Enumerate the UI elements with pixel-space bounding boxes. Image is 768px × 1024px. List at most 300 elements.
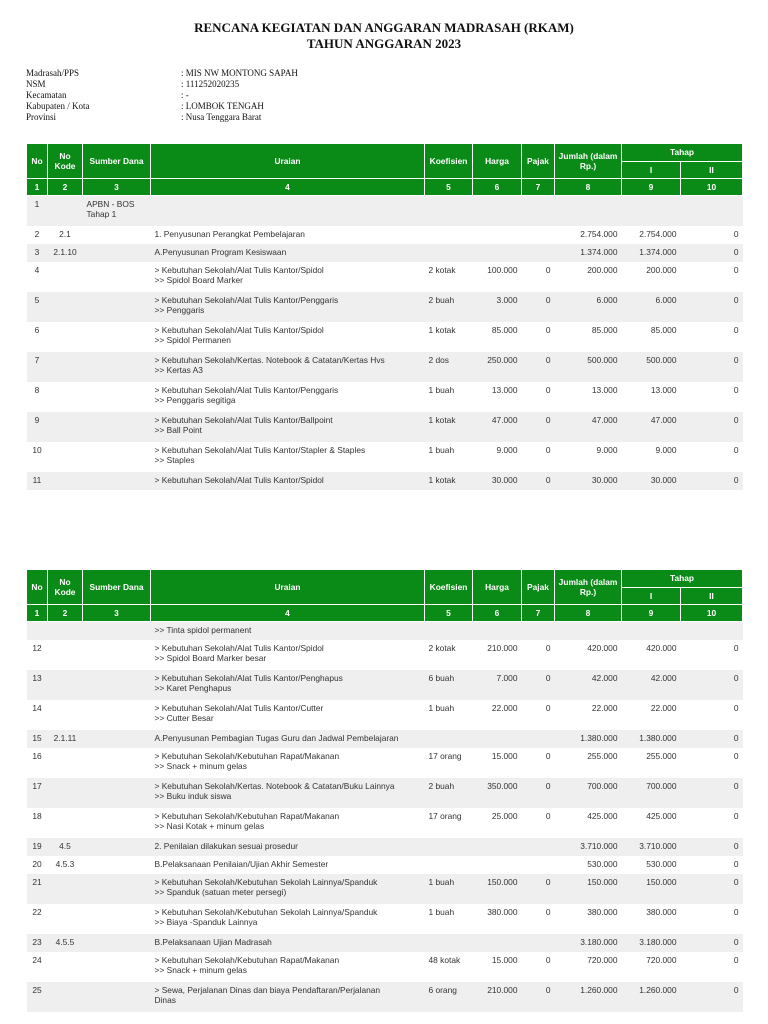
header-tahap-1: I — [622, 587, 681, 605]
row-pajak: 0 — [522, 352, 555, 382]
table-row — [27, 292, 743, 322]
column-number: 4 — [151, 605, 425, 622]
row-jumlah: 42.000 — [555, 670, 622, 700]
row-uraian: > Kebutuhan Sekolah/Alat Tulis Kantor/Spidol — [151, 472, 425, 490]
row-sumber-dana: APBN - BOS Tahap 1 — [83, 196, 151, 226]
row-pajak — [522, 730, 555, 748]
column-number: 6 — [473, 605, 522, 622]
row-uraian: > Kebutuhan Sekolah/Alat Tulis Kantor/Penggaris >> Penggaris segitiga — [151, 382, 425, 412]
info-row: Kabupaten / Kota : LOMBOK TENGAH — [26, 101, 264, 111]
school-info — [26, 68, 298, 123]
row-jumlah: 9.000 — [555, 442, 622, 472]
row-uraian: A.Penyusunan Pembagian Tugas Guru dan Jadwal Pembelajaran — [151, 730, 425, 748]
row-pajak — [522, 244, 555, 262]
column-number: 2 — [48, 605, 83, 622]
row-tahap-2: 0 — [681, 670, 743, 700]
row-pajak: 0 — [522, 322, 555, 352]
row-no: 6 — [27, 322, 48, 352]
document-title: RENCANA KEGIATAN DAN ANGGARAN MADRASAH (RKAM) — [194, 20, 574, 35]
row-koefisien: 48 kotak — [425, 952, 473, 982]
row-no: 18 — [27, 808, 48, 838]
row-sumber-dana — [83, 412, 151, 442]
row-pajak: 0 — [522, 778, 555, 808]
row-sumber-dana — [83, 622, 151, 640]
row-koefisien — [425, 244, 473, 262]
row-jumlah: 6.000 — [555, 292, 622, 322]
row-harga: 380.000 — [473, 904, 522, 934]
row-no: 22 — [27, 904, 48, 934]
row-kode — [48, 262, 83, 292]
row-sumber-dana — [83, 292, 151, 322]
row-kode: 4.5.3 — [48, 856, 83, 874]
header-no: No — [27, 570, 48, 605]
row-no — [27, 622, 48, 640]
row-koefisien: 17 orang — [425, 808, 473, 838]
table-row — [27, 442, 743, 472]
row-koefisien: 1 buah — [425, 700, 473, 730]
header-uraian: Uraian — [151, 570, 425, 605]
row-tahap-1: 30.000 — [622, 472, 681, 490]
row-tahap-1: 420.000 — [622, 640, 681, 670]
row-harga: 210.000 — [473, 982, 522, 1012]
row-no: 15 — [27, 730, 48, 748]
table-row — [27, 700, 743, 730]
row-pajak: 0 — [522, 982, 555, 1012]
header-koefisien: Koefisien — [425, 144, 473, 179]
row-koefisien: 1 buah — [425, 874, 473, 904]
row-harga — [473, 196, 522, 226]
header-pajak: Pajak — [522, 570, 555, 605]
row-harga: 15.000 — [473, 952, 522, 982]
table-row — [27, 934, 743, 952]
row-jumlah: 255.000 — [555, 748, 622, 778]
row-no: 11 — [27, 472, 48, 490]
row-koefisien: 6 buah — [425, 670, 473, 700]
row-tahap-2: 0 — [681, 748, 743, 778]
row-sumber-dana — [83, 748, 151, 778]
column-number: 6 — [473, 179, 522, 196]
row-harga — [473, 244, 522, 262]
row-koefisien: 1 buah — [425, 904, 473, 934]
row-harga — [473, 934, 522, 952]
table-row — [27, 778, 743, 808]
row-tahap-1: 9.000 — [622, 442, 681, 472]
row-uraian: 2. Penilaian dilakukan sesuai prosedur — [151, 838, 425, 856]
row-pajak: 0 — [522, 808, 555, 838]
row-tahap-2: 0 — [681, 226, 743, 244]
row-uraian: > Kebutuhan Sekolah/Kebutuhan Sekolah Lainnya/Spanduk >> Biaya -Spanduk Lainnya — [151, 904, 425, 934]
row-koefisien: 1 kotak — [425, 472, 473, 490]
row-tahap-2: 0 — [681, 730, 743, 748]
row-pajak — [522, 934, 555, 952]
row-harga: 85.000 — [473, 322, 522, 352]
info-row: Kecamatan : - — [26, 90, 189, 100]
row-harga: 30.000 — [473, 472, 522, 490]
row-tahap-1 — [622, 622, 681, 640]
row-uraian: >> Tinta spidol permanent — [151, 622, 425, 640]
row-no: 19 — [27, 838, 48, 856]
row-koefisien: 2 buah — [425, 292, 473, 322]
row-pajak: 0 — [522, 952, 555, 982]
row-jumlah: 420.000 — [555, 640, 622, 670]
column-number: 9 — [622, 605, 681, 622]
table-row — [27, 874, 743, 904]
row-jumlah: 425.000 — [555, 808, 622, 838]
row-jumlah: 22.000 — [555, 700, 622, 730]
row-kode — [48, 292, 83, 322]
row-uraian: > Kebutuhan Sekolah/Alat Tulis Kantor/Spidol >> Spidol Permanen — [151, 322, 425, 352]
row-tahap-1: 720.000 — [622, 952, 681, 982]
row-sumber-dana — [83, 670, 151, 700]
header-harga: Harga — [473, 144, 522, 179]
header-no-kode: No Kode — [48, 570, 83, 605]
row-pajak — [522, 856, 555, 874]
row-tahap-1: 255.000 — [622, 748, 681, 778]
row-no: 17 — [27, 778, 48, 808]
column-number: 8 — [555, 179, 622, 196]
row-uraian: > Kebutuhan Sekolah/Alat Tulis Kantor/Ballpoint >> Ball Point — [151, 412, 425, 442]
column-number: 10 — [681, 179, 743, 196]
row-no: 10 — [27, 442, 48, 472]
row-tahap-1: 150.000 — [622, 874, 681, 904]
row-harga — [473, 838, 522, 856]
row-sumber-dana — [83, 778, 151, 808]
header-tahap: Tahap — [622, 144, 743, 162]
row-uraian: > Kebutuhan Sekolah/Alat Tulis Kantor/Spidol >> Spidol Board Marker — [151, 262, 425, 292]
row-koefisien — [425, 856, 473, 874]
header-no: No — [27, 144, 48, 179]
row-no: 14 — [27, 700, 48, 730]
row-kode — [48, 622, 83, 640]
row-tahap-1: 500.000 — [622, 352, 681, 382]
row-no: 2 — [27, 226, 48, 244]
row-tahap-1: 1.380.000 — [622, 730, 681, 748]
row-no: 8 — [27, 382, 48, 412]
header-jumlah: Jumlah (dalam Rp.) — [555, 570, 622, 605]
row-harga — [473, 622, 522, 640]
row-kode — [48, 322, 83, 352]
row-uraian — [151, 196, 425, 226]
row-tahap-1: 2.754.000 — [622, 226, 681, 244]
row-sumber-dana — [83, 874, 151, 904]
table-row — [27, 982, 743, 1012]
row-tahap-2: 0 — [681, 244, 743, 262]
row-tahap-2: 0 — [681, 472, 743, 490]
row-koefisien — [425, 622, 473, 640]
row-tahap-2: 0 — [681, 856, 743, 874]
row-tahap-2: 0 — [681, 352, 743, 382]
column-number: 9 — [622, 179, 681, 196]
row-no: 13 — [27, 670, 48, 700]
header-tahap-2: II — [681, 161, 743, 179]
row-koefisien: 17 orang — [425, 748, 473, 778]
row-kode — [48, 472, 83, 490]
row-no: 23 — [27, 934, 48, 952]
row-uraian: B.Pelaksanaan Penilaian/Ujian Akhir Semester — [151, 856, 425, 874]
row-kode: 2.1.11 — [48, 730, 83, 748]
row-sumber-dana — [83, 952, 151, 982]
row-pajak: 0 — [522, 442, 555, 472]
row-pajak: 0 — [522, 262, 555, 292]
row-harga: 9.000 — [473, 442, 522, 472]
row-kode — [48, 904, 83, 934]
row-tahap-1: 700.000 — [622, 778, 681, 808]
header-harga: Harga — [473, 570, 522, 605]
row-pajak: 0 — [522, 412, 555, 442]
row-no: 25 — [27, 982, 48, 1012]
row-kode: 4.5 — [48, 838, 83, 856]
row-uraian: > Kebutuhan Sekolah/Kertas. Notebook & Catatan/Buku Lainnya >> Buku induk siswa — [151, 778, 425, 808]
row-jumlah: 700.000 — [555, 778, 622, 808]
row-uraian: > Kebutuhan Sekolah/Alat Tulis Kantor/Penghapus >> Karet Penghapus — [151, 670, 425, 700]
header-tahap: Tahap — [622, 570, 743, 588]
row-koefisien: 2 kotak — [425, 640, 473, 670]
row-no: 20 — [27, 856, 48, 874]
info-row: NSM : 111252020235 — [26, 79, 240, 89]
row-no: 24 — [27, 952, 48, 982]
row-tahap-2: 0 — [681, 808, 743, 838]
row-jumlah: 500.000 — [555, 352, 622, 382]
row-kode — [48, 808, 83, 838]
row-tahap-2: 0 — [681, 982, 743, 1012]
row-koefisien — [425, 196, 473, 226]
row-sumber-dana — [83, 352, 151, 382]
row-tahap-1: 13.000 — [622, 382, 681, 412]
row-jumlah: 720.000 — [555, 952, 622, 982]
row-pajak: 0 — [522, 382, 555, 412]
row-harga: 15.000 — [473, 748, 522, 778]
budget-table-1 — [26, 143, 743, 490]
column-number: 4 — [151, 179, 425, 196]
row-tahap-1: 380.000 — [622, 904, 681, 934]
row-koefisien — [425, 838, 473, 856]
row-tahap-2: 0 — [681, 442, 743, 472]
row-pajak — [522, 226, 555, 244]
row-tahap-2: 0 — [681, 934, 743, 952]
row-jumlah — [555, 196, 622, 226]
row-koefisien — [425, 730, 473, 748]
row-no: 5 — [27, 292, 48, 322]
column-number: 5 — [425, 605, 473, 622]
table-row — [27, 622, 743, 640]
table-row — [27, 730, 743, 748]
row-pajak: 0 — [522, 904, 555, 934]
info-row: Madrasah/PPS : MIS NW MONTONG SAPAH — [26, 68, 298, 78]
row-uraian: > Kebutuhan Sekolah/Alat Tulis Kantor/Cutter >> Cutter Besar — [151, 700, 425, 730]
row-tahap-2: 0 — [681, 838, 743, 856]
row-harga: 7.000 — [473, 670, 522, 700]
row-sumber-dana — [83, 640, 151, 670]
row-uraian: > Kebutuhan Sekolah/Alat Tulis Kantor/Penggaris >> Penggaris — [151, 292, 425, 322]
row-harga — [473, 730, 522, 748]
row-sumber-dana — [83, 730, 151, 748]
row-pajak: 0 — [522, 670, 555, 700]
row-sumber-dana — [83, 226, 151, 244]
row-pajak — [522, 622, 555, 640]
header-jumlah: Jumlah (dalam Rp.) — [555, 144, 622, 179]
row-tahap-2: 0 — [681, 382, 743, 412]
table-row — [27, 904, 743, 934]
row-kode — [48, 640, 83, 670]
row-tahap-2: 0 — [681, 874, 743, 904]
row-jumlah: 13.000 — [555, 382, 622, 412]
table-row — [27, 382, 743, 412]
row-harga: 22.000 — [473, 700, 522, 730]
row-harga: 47.000 — [473, 412, 522, 442]
row-koefisien: 1 buah — [425, 382, 473, 412]
row-koefisien: 6 orang — [425, 982, 473, 1012]
row-uraian: > Kebutuhan Sekolah/Kebutuhan Rapat/Makanan >> Snack + minum gelas — [151, 952, 425, 982]
row-uraian: 1. Penyusunan Perangkat Pembelajaran — [151, 226, 425, 244]
header-uraian: Uraian — [151, 144, 425, 179]
row-sumber-dana — [83, 982, 151, 1012]
row-tahap-1: 530.000 — [622, 856, 681, 874]
row-harga: 150.000 — [473, 874, 522, 904]
column-number: 10 — [681, 605, 743, 622]
table-row — [27, 196, 743, 226]
info-row: Provinsi : Nusa Tenggara Barat — [26, 112, 262, 122]
row-tahap-2: 0 — [681, 778, 743, 808]
row-uraian: > Sewa, Perjalanan Dinas dan biaya Pendaftaran/Perjalanan Dinas — [151, 982, 425, 1012]
row-jumlah: 150.000 — [555, 874, 622, 904]
row-tahap-2 — [681, 196, 743, 226]
row-koefisien — [425, 934, 473, 952]
row-uraian: A.Penyusunan Program Kesiswaan — [151, 244, 425, 262]
row-sumber-dana — [83, 442, 151, 472]
row-uraian: > Kebutuhan Sekolah/Kebutuhan Rapat/Makanan >> Nasi Kotak + minum gelas — [151, 808, 425, 838]
row-pajak: 0 — [522, 748, 555, 778]
row-kode — [48, 874, 83, 904]
row-harga: 350.000 — [473, 778, 522, 808]
row-kode: 4.5.5 — [48, 934, 83, 952]
table-row — [27, 952, 743, 982]
row-koefisien: 1 kotak — [425, 412, 473, 442]
row-no: 9 — [27, 412, 48, 442]
document-subtitle: TAHUN ANGGARAN 2023 — [306, 36, 462, 51]
row-no: 21 — [27, 874, 48, 904]
table-row — [27, 670, 743, 700]
row-pajak: 0 — [522, 640, 555, 670]
row-kode — [48, 748, 83, 778]
row-no: 7 — [27, 352, 48, 382]
row-kode — [48, 382, 83, 412]
row-koefisien — [425, 226, 473, 244]
row-kode — [48, 700, 83, 730]
table-row — [27, 472, 743, 490]
column-number: 3 — [83, 605, 151, 622]
row-no: 3 — [27, 244, 48, 262]
column-number: 3 — [83, 179, 151, 196]
row-harga: 250.000 — [473, 352, 522, 382]
row-jumlah: 30.000 — [555, 472, 622, 490]
row-jumlah: 3.180.000 — [555, 934, 622, 952]
row-jumlah: 1.374.000 — [555, 244, 622, 262]
row-kode — [48, 352, 83, 382]
header-tahap-1: I — [622, 161, 681, 179]
row-no: 4 — [27, 262, 48, 292]
row-kode — [48, 670, 83, 700]
row-koefisien: 2 kotak — [425, 262, 473, 292]
table-row — [27, 640, 743, 670]
row-tahap-2: 0 — [681, 904, 743, 934]
row-uraian: > Kebutuhan Sekolah/Kebutuhan Sekolah Lainnya/Spanduk >> Spanduk (satuan meter persegi) — [151, 874, 425, 904]
row-jumlah: 1.380.000 — [555, 730, 622, 748]
row-sumber-dana — [83, 382, 151, 412]
row-tahap-1: 85.000 — [622, 322, 681, 352]
row-tahap-2: 0 — [681, 322, 743, 352]
column-number: 2 — [48, 179, 83, 196]
row-sumber-dana — [83, 262, 151, 292]
row-tahap-1: 3.180.000 — [622, 934, 681, 952]
row-koefisien: 2 dos — [425, 352, 473, 382]
table-row — [27, 262, 743, 292]
row-uraian: B.Pelaksanaan Ujian Madrasah — [151, 934, 425, 952]
row-harga — [473, 226, 522, 244]
header-koefisien: Koefisien — [425, 570, 473, 605]
row-sumber-dana — [83, 808, 151, 838]
header-tahap-2: II — [681, 587, 743, 605]
budget-table-2 — [26, 569, 743, 1012]
header-no-kode: No Kode — [48, 144, 83, 179]
row-tahap-1: 425.000 — [622, 808, 681, 838]
row-harga: 3.000 — [473, 292, 522, 322]
row-harga: 25.000 — [473, 808, 522, 838]
row-jumlah: 1.260.000 — [555, 982, 622, 1012]
row-no: 12 — [27, 640, 48, 670]
row-kode: 2.1.10 — [48, 244, 83, 262]
header-pajak: Pajak — [522, 144, 555, 179]
row-sumber-dana — [83, 700, 151, 730]
row-harga: 210.000 — [473, 640, 522, 670]
row-pajak: 0 — [522, 874, 555, 904]
row-jumlah — [555, 622, 622, 640]
row-pajak: 0 — [522, 700, 555, 730]
row-sumber-dana — [83, 838, 151, 856]
column-number: 7 — [522, 605, 555, 622]
row-jumlah: 530.000 — [555, 856, 622, 874]
row-harga: 13.000 — [473, 382, 522, 412]
row-tahap-1 — [622, 196, 681, 226]
row-tahap-2: 0 — [681, 640, 743, 670]
row-jumlah: 47.000 — [555, 412, 622, 442]
row-kode — [48, 982, 83, 1012]
row-jumlah: 2.754.000 — [555, 226, 622, 244]
row-pajak — [522, 838, 555, 856]
table-row — [27, 412, 743, 442]
table-row — [27, 808, 743, 838]
row-sumber-dana — [83, 934, 151, 952]
row-pajak: 0 — [522, 472, 555, 490]
row-harga: 100.000 — [473, 262, 522, 292]
table-row — [27, 856, 743, 874]
row-kode — [48, 196, 83, 226]
row-tahap-2: 0 — [681, 292, 743, 322]
row-kode — [48, 778, 83, 808]
row-tahap-1: 3.710.000 — [622, 838, 681, 856]
table-row — [27, 226, 743, 244]
row-uraian: > Kebutuhan Sekolah/Kertas. Notebook & Catatan/Kertas Hvs >> Kertas A3 — [151, 352, 425, 382]
row-sumber-dana — [83, 856, 151, 874]
row-harga — [473, 856, 522, 874]
row-uraian: > Kebutuhan Sekolah/Alat Tulis Kantor/Spidol >> Spidol Board Marker besar — [151, 640, 425, 670]
row-jumlah: 85.000 — [555, 322, 622, 352]
table-row — [27, 748, 743, 778]
row-uraian: > Kebutuhan Sekolah/Kebutuhan Rapat/Makanan >> Snack + minum gelas — [151, 748, 425, 778]
row-koefisien: 1 kotak — [425, 322, 473, 352]
row-tahap-1: 42.000 — [622, 670, 681, 700]
column-number: 8 — [555, 605, 622, 622]
row-tahap-2: 0 — [681, 952, 743, 982]
